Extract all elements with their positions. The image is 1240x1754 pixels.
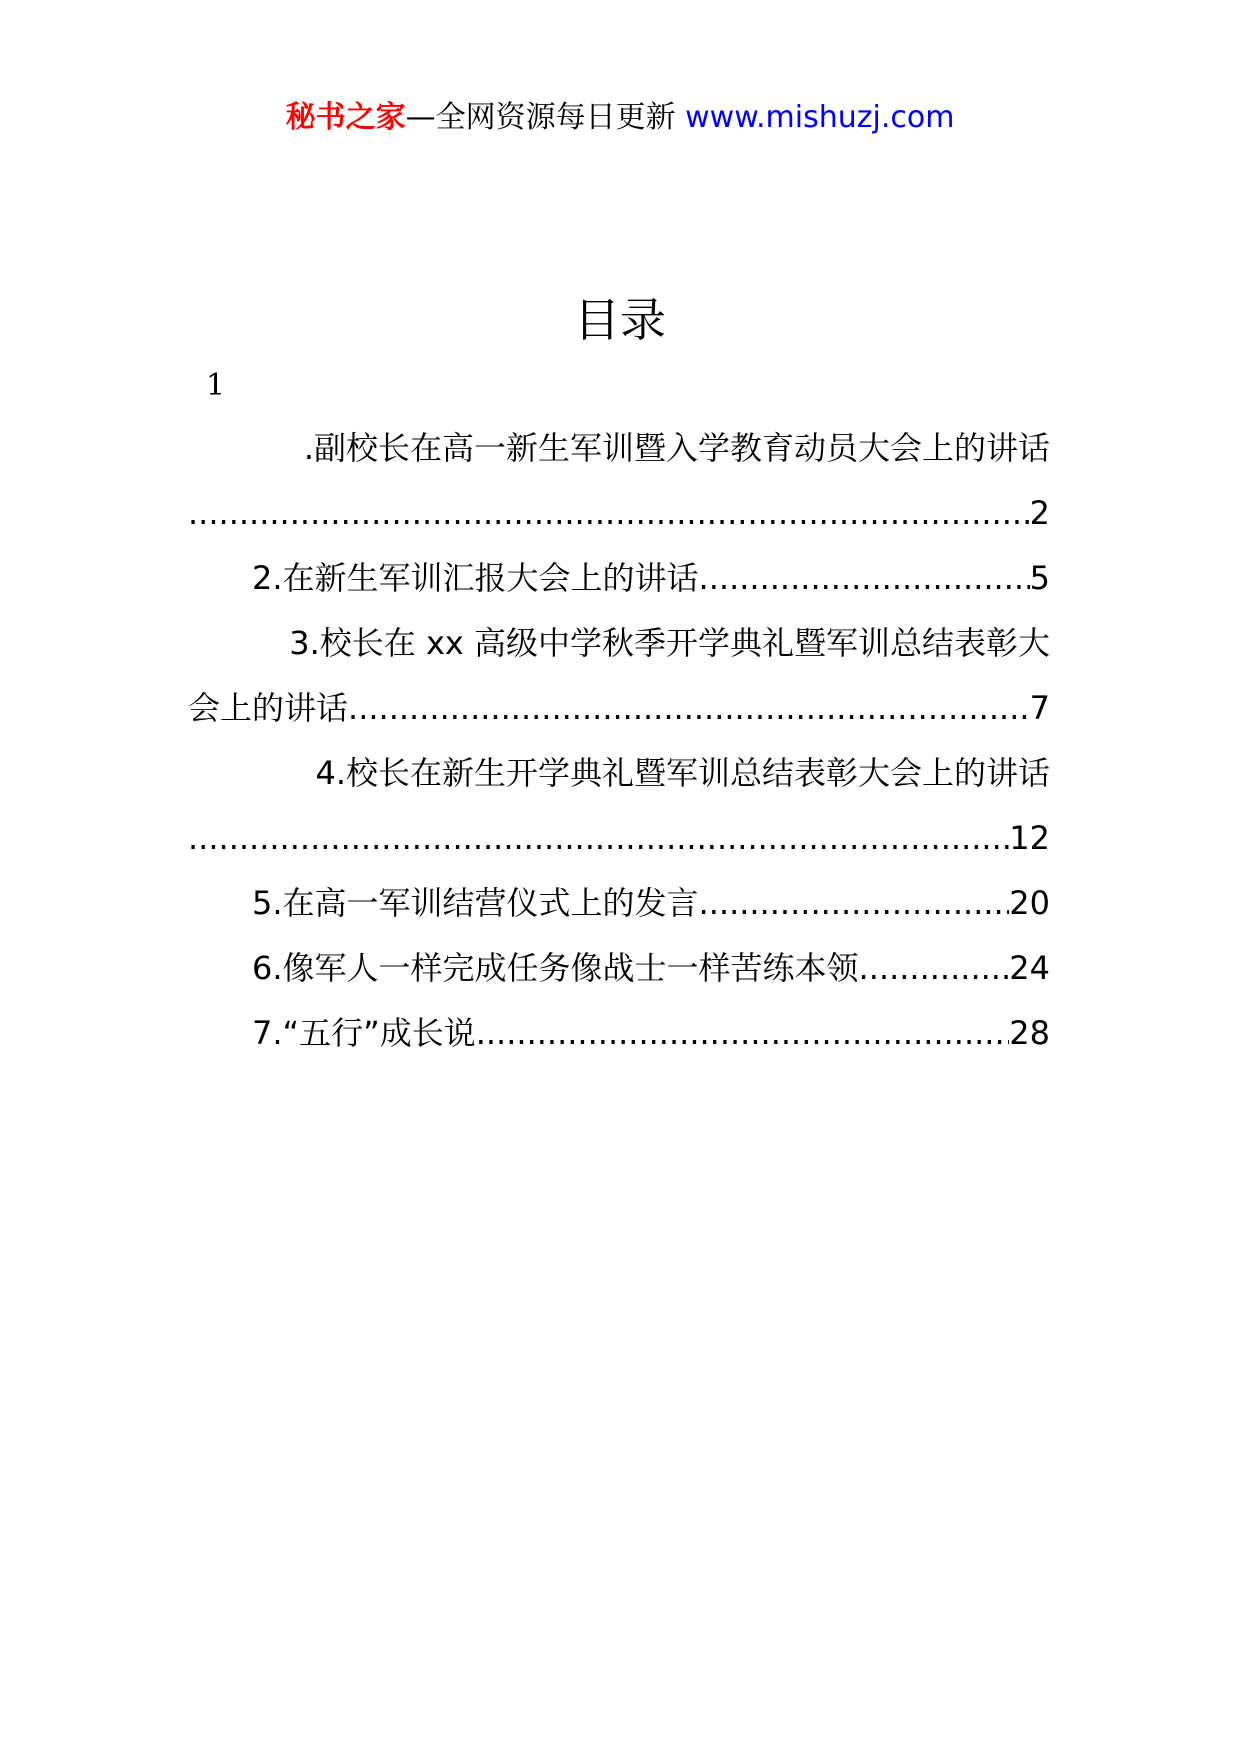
toc-page-number: 20 <box>1009 884 1050 922</box>
toc-entry-title: 2.在新生军训汇报大会上的讲话 <box>252 559 699 597</box>
toc-entry-leader-line <box>188 806 1050 871</box>
toc-entry-leader-line <box>188 676 1050 741</box>
site-url[interactable]: www.mishuzj.com <box>685 100 955 135</box>
toc-entry-title: .副校长在高一新生军训暨入学教育动员大会上的讲话 <box>303 429 1050 467</box>
toc-leader-dots <box>476 1001 1010 1066</box>
toc-leader-dots <box>188 806 1009 871</box>
toc-entry-title: 4.校长在新生开学典礼暨军训总结表彰大会上的讲话 <box>315 754 1050 792</box>
toc-entry-2[interactable] <box>188 546 1050 611</box>
toc-leader-dots <box>859 936 1010 1001</box>
toc-entry-title: 3.校长在 xx 高级中学秋季开学典礼暨军训总结表彰大 <box>289 624 1050 662</box>
stray-number: 1 <box>206 368 226 403</box>
toc-leader-dots <box>188 481 1030 546</box>
toc-page-number: 7 <box>1029 689 1050 727</box>
toc-entry-title: 6.像军人一样完成任务像战士一样苦练本领 <box>252 949 859 987</box>
toc-entry-5[interactable] <box>188 871 1050 936</box>
page-title: 目录 <box>574 293 666 347</box>
toc-leader-dots <box>348 676 1030 741</box>
toc-leader-dots <box>699 871 1010 936</box>
toc-entry-4[interactable] <box>188 741 1050 871</box>
toc-entry-1[interactable] <box>188 416 1050 546</box>
table-of-contents <box>188 416 1050 1066</box>
toc-entry-title: 5.在高一军训结营仪式上的发言 <box>252 884 699 922</box>
toc-page-number: 5 <box>1029 559 1050 597</box>
header-tagline: —全网资源每日更新 <box>405 100 676 135</box>
toc-entry-title: 7.“五行”成长说 <box>252 1014 476 1052</box>
toc-page-number: 2 <box>1029 494 1050 532</box>
toc-entry-leader-line <box>188 481 1050 546</box>
toc-entry-7[interactable] <box>188 1001 1050 1066</box>
toc-entry-title-cont: 会上的讲话 <box>188 689 349 727</box>
site-header <box>0 98 1240 138</box>
toc-leader-dots <box>699 546 1030 611</box>
brand-name: 秘书之家 <box>285 100 406 135</box>
toc-entry-6[interactable] <box>188 936 1050 1001</box>
toc-page-number: 12 <box>1009 819 1050 857</box>
toc-entry-3[interactable] <box>188 611 1050 741</box>
toc-page-number: 28 <box>1009 1014 1050 1052</box>
toc-page-number: 24 <box>1009 949 1050 987</box>
